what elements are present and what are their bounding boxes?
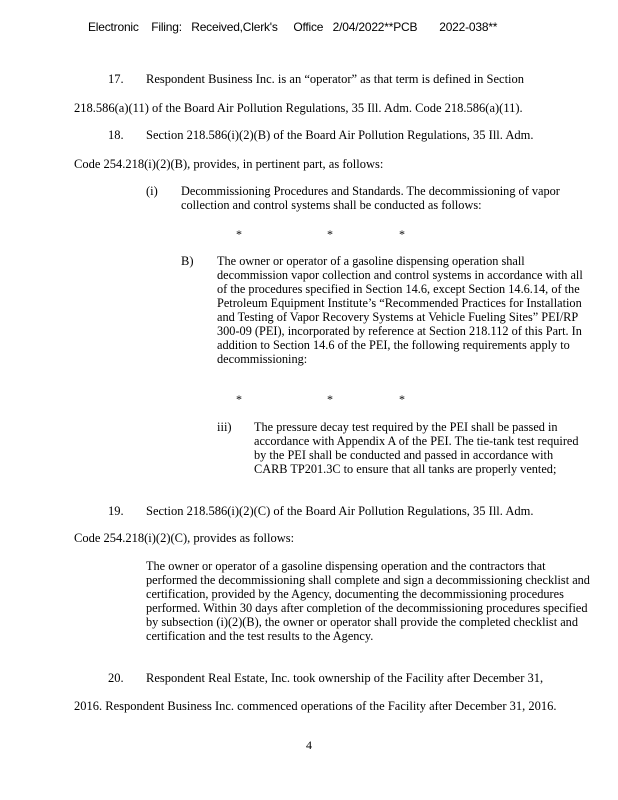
filing-header: Electronic Filing: Received,Clerk's Office 2/04/2022**PCB 2022-038**	[88, 20, 498, 34]
para-20-number: 20.	[108, 671, 124, 685]
star: *	[236, 392, 242, 406]
quote-i-text: Decommissioning Procedures and Standards. The decommissioning of vapor collection and control systems shall be conducted as follows:	[181, 184, 560, 212]
ellipsis-stars-1	[0, 227, 618, 241]
star: *	[399, 392, 405, 406]
quote-i-marker: (i)	[146, 184, 158, 198]
para-20-line-1: Respondent Real Estate, Inc. took ownership of the Facility after December 31,	[146, 671, 544, 685]
ellipsis-stars-2	[0, 392, 618, 406]
para-19-line-2: Code 254.218(i)(2)(C), provides as follows:	[74, 531, 295, 545]
star: *	[399, 227, 405, 241]
para-20-line-2: 2016. Respondent Business Inc. commenced operations of the Facility after December 31, 2016.	[74, 699, 557, 713]
quote-b-marker: B)	[181, 254, 194, 268]
star: *	[327, 227, 333, 241]
quote-iii-text: The pressure decay test required by the PEI shall be passed in accordance with Appendix A of the PEI. The tie-tank test required by the PEI shall be conducted and passed in accordance with CARB TP201.3C to ensure that all tanks are properly vented;	[254, 420, 579, 476]
star: *	[327, 392, 333, 406]
quote-c-text: The owner or operator of a gasoline dispensing operation and the contractors that performed the decommissioning shall complete and sign a decommissioning checklist and certification, provided by the Agency, documenting the decommissioning procedures performed. Within 30 days after completion of the decommissioning procedures specified by subsection (i)(2)(B), the owner or operator shall provide the completed checklist and certification and the test results to the Agency.	[146, 559, 590, 643]
para-17-line-2: 218.586(a)(11) of the Board Air Pollution Regulations, 35 Ill. Adm. Code 218.586(a)(11).	[74, 101, 523, 115]
page-number: 4	[306, 738, 312, 752]
para-18-line-2: Code 254.218(i)(2)(B), provides, in pertinent part, as follows:	[74, 157, 384, 171]
para-17-number: 17.	[108, 72, 124, 86]
para-18-number: 18.	[108, 128, 124, 142]
para-19-line-1: Section 218.586(i)(2)(C) of the Board Air Pollution Regulations, 35 Ill. Adm.	[146, 504, 534, 518]
quote-b-text: The owner or operator of a gasoline dispensing operation shall decommission vapor collection and control systems in accordance with all of the procedures specified in Section 14.6, except Section 14.6.14, of the Petroleum Equipment Institute’s “Recommended Practices for Installation and Testing of Vapor Recovery Systems at Vehicle Fueling Sites” PEI/RP 300-09 (PEI), incorporated by reference at Section 218.112 of this Part. In addition to Section 14.6 of the PEI, the following requirements apply to decommissioning:	[217, 254, 583, 366]
para-17-line-1: Respondent Business Inc. is an “operator” as that term is defined in Section	[146, 72, 525, 86]
quote-iii-marker: iii)	[217, 420, 232, 434]
para-18-line-1: Section 218.586(i)(2)(B) of the Board Air Pollution Regulations, 35 Ill. Adm.	[146, 128, 534, 142]
para-19-number: 19.	[108, 504, 124, 518]
star: *	[236, 227, 242, 241]
